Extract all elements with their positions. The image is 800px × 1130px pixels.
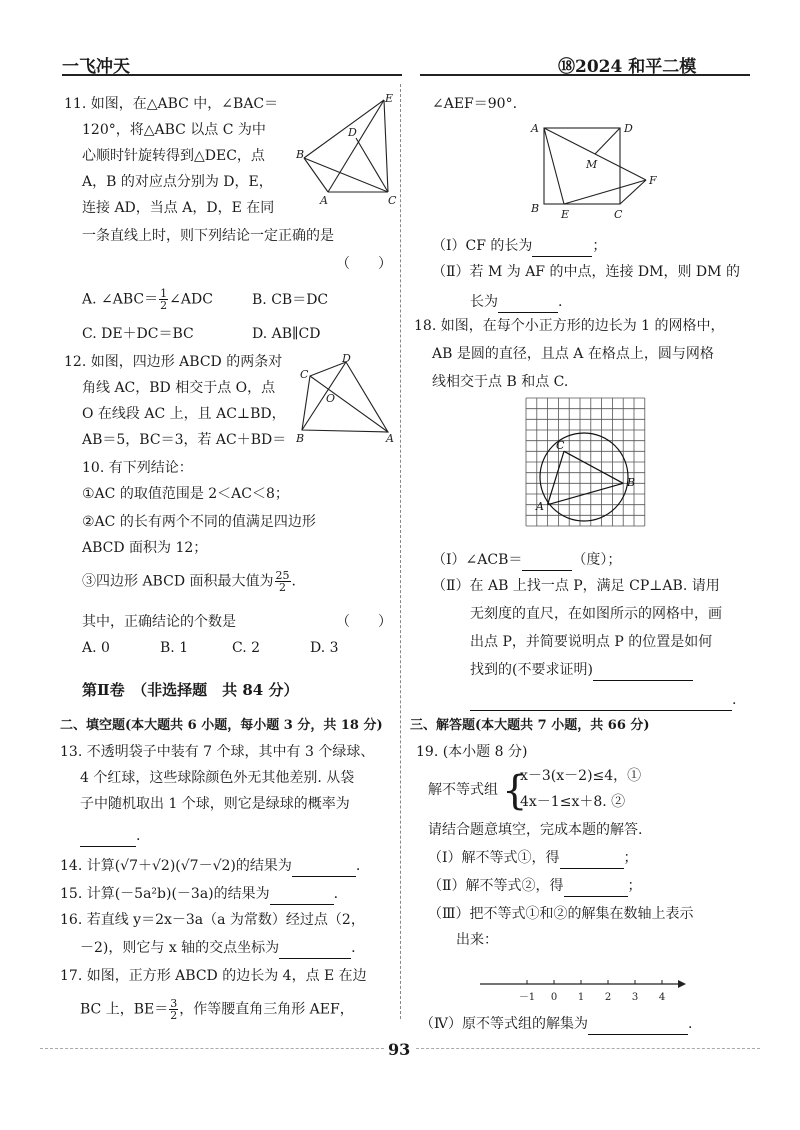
q18-end: . (732, 692, 737, 708)
q17-fraction (169, 998, 178, 1021)
q19-step-1-text: （Ⅰ）解不等式①，得 (428, 850, 560, 866)
q12-frac-den: 2 (279, 581, 286, 594)
q12-option-d: D. 3 (310, 640, 339, 656)
q18-sub-2-line-1: （Ⅱ）在 AB 上找一点 P，满足 CP⊥AB. 请用 (432, 578, 720, 594)
q19-step-3a: （Ⅲ）把不等式①和②的解集在数轴上表示 (428, 906, 694, 922)
q18-sub-1-blank[interactable] (522, 550, 572, 571)
q12-line-4: AB＝5，BC＝3，若 AC＋BD＝ (82, 432, 287, 448)
q11-line-4: A，B 的对应点分别为 D，E， (82, 174, 273, 190)
q17-label-a: A (531, 122, 539, 135)
q12-label-b: B (296, 432, 305, 444)
q12-diag-ac (310, 376, 388, 432)
q18-seg-cb (564, 451, 623, 483)
q12-frac-num: 25 (275, 569, 290, 582)
q17-line-1: 17. 如图，正方形 ABCD 的边长为 4，点 E 在边 (60, 968, 367, 984)
q19-intro: 解不等式组 (428, 782, 498, 798)
page-number: 93 (384, 1040, 414, 1059)
q12-line-3: O 在线段 AC 上，且 AC⊥BD， (82, 406, 286, 422)
q12-line-8: ABCD 面积为 12； (82, 540, 208, 556)
q18-sub-1-text: （Ⅰ）∠ACB＝ (432, 552, 523, 568)
q18-sub-2-blank[interactable] (593, 660, 693, 681)
q12-line-1: 12. 如图，四边形 ABCD 的两条对 (64, 354, 283, 370)
q15-end: . (333, 886, 339, 902)
q11-seg-dc (356, 138, 388, 192)
q11-frac-den: 2 (160, 299, 168, 312)
q19-brace: { (502, 768, 528, 814)
q12-option-c: C. 2 (232, 640, 261, 656)
q12-item-3-pre: ③四边形 ABCD 面积最大值为 (82, 573, 274, 590)
q14-blank[interactable] (292, 856, 356, 877)
q16-text: －2)，则它与 x 轴的交点坐标为 (80, 940, 280, 956)
q17-sub-2b-text: 长为 (470, 294, 498, 310)
q12-label-o: O (326, 392, 336, 405)
q18-sub-2-line-2: 无刻度的直尺，在如图所示的网格中，画 (470, 606, 722, 622)
q11-option-a-post: ∠ADC (169, 291, 213, 308)
q11-option-a-pre: A. ∠ABC＝ (82, 291, 159, 308)
q16-line-1: 16. 若直线 y＝2x－3a（a 为常数）经过点（2， (60, 912, 365, 928)
q11-answer-paren: （ ） (336, 256, 392, 272)
q17-label-b: B (531, 202, 540, 215)
header-brand: 一飞冲天 (62, 57, 130, 77)
q19-axis-arrow (678, 980, 686, 988)
q12-diag-bd (302, 362, 346, 430)
q18-sub-2-line-4-text: 找到的(不要求证明) (470, 662, 593, 678)
q18-label-a: A (536, 500, 544, 513)
q18-circle (540, 433, 628, 521)
q12-line-6: ①AC 的取值范围是 2＜AC＜8； (82, 486, 289, 502)
q11-option-a (82, 288, 213, 311)
q11-label-a: A (320, 194, 328, 207)
q12-line-7: ②AC 的长有两个不同的值满足四边形 (82, 514, 316, 530)
q11-option-a-fraction (159, 288, 168, 311)
q12-ask: 其中，正确结论的个数是 (82, 614, 236, 630)
q12-label-a: A (386, 432, 394, 444)
q11-line-3: 心顺时针旋转得到△DEC，点 (82, 148, 265, 164)
q12-label-d: D (342, 352, 351, 365)
q19-tick-label: 0 (550, 992, 558, 1003)
q17-line-2-pre: BC 上，BE＝ (80, 1001, 169, 1018)
q18-label-c: C (556, 439, 565, 452)
q12-answer-paren: （ ） (336, 614, 392, 630)
q15-blank[interactable] (270, 884, 334, 905)
q19-step-2-blank[interactable] (564, 876, 628, 897)
q18-sub-2-line-3: 出点 P，并简要说明点 P 的位置是如何 (470, 634, 713, 650)
q11-line-5: 连接 AD，当点 A，D，E 在同 (82, 200, 275, 216)
q17-line-2-post: ，作等腰直角三角形 AEF， (179, 1001, 354, 1018)
q18-sub-1-end: （度）； (572, 552, 622, 568)
q19-tick-label: －1 (518, 992, 536, 1003)
column-divider (400, 84, 401, 1019)
q19-step-2 (428, 876, 642, 897)
q17-sub-1-text: （Ⅰ）CF 的长为 (432, 238, 533, 254)
q17-sub-2b (470, 292, 562, 313)
header-rule-right (420, 74, 750, 76)
section3-title: 三、解答题(本大题共 7 小题，共 66 分) (410, 718, 650, 733)
q19-step-1-blank[interactable] (560, 848, 624, 869)
q14-text: 14. 计算(√7＋√2)(√7－√2)的结果为 (60, 858, 292, 874)
q17-sub-1-blank[interactable] (532, 236, 592, 257)
q19-number-line (472, 972, 688, 1006)
q17-seg-dm (595, 128, 620, 154)
header-rule-left (62, 74, 402, 76)
q11-option-c: C. DE＋DC＝BC (82, 326, 194, 342)
q19-prompt: 请结合题意填空，完成本题的解答. (428, 822, 643, 838)
q17-line-2 (80, 998, 354, 1021)
q18-line-3: 线相交于点 B 和点 C. (432, 374, 569, 390)
q19-step-2-text: （Ⅱ）解不等式②，得 (428, 878, 564, 894)
q18-sub-1 (432, 550, 621, 571)
q11-frac-num: 1 (160, 287, 168, 300)
q17-sub-2: （Ⅱ）若 M 为 AF 的中点，连接 DM，则 DM 的 (432, 264, 740, 280)
q19-inequality-2: 4x－1≤x＋8. ② (520, 794, 626, 810)
q11-label-e: E (385, 92, 394, 105)
q17-frac-den: 2 (170, 1009, 178, 1022)
q11-seg-ae (328, 100, 384, 192)
q19-step-3b: 出来： (456, 932, 498, 948)
q13-blank[interactable] (80, 826, 136, 847)
q11-figure (296, 92, 406, 210)
q17-line-3: ∠AEF＝90°. (432, 96, 518, 112)
q17-frac-num: 3 (170, 997, 178, 1010)
q15 (60, 884, 338, 905)
q11-label-c: C (388, 194, 397, 207)
q19-tick-label: 2 (604, 992, 612, 1003)
q12-figure (296, 352, 396, 444)
q12-item-3 (82, 570, 296, 593)
q18-seg-ca (548, 451, 564, 504)
q11-seg-be (304, 100, 384, 158)
q13-end: . (136, 828, 141, 844)
q11-option-b: B. CB＝DC (252, 292, 329, 308)
q18-blank-line-2 (470, 690, 736, 711)
q19-step-4-blank[interactable] (588, 1014, 688, 1035)
q17-end: . (558, 294, 563, 310)
q12-item-3-post: . (291, 573, 296, 590)
q19-step-2-semi: ； (627, 878, 642, 894)
q18-label-b: B (627, 476, 636, 489)
q16-end: . (351, 940, 356, 956)
q12-line-2: 角线 AC，BD 相交于点 O，点 (82, 380, 276, 396)
q16-line-2 (80, 938, 356, 959)
q11-label-b: B (296, 148, 305, 161)
q18-line-1: 18. 如图，在每个小正方形的边长为 1 的网格中， (414, 318, 725, 334)
q12-option-a: A. 0 (82, 640, 110, 656)
q17-seg-ae (544, 128, 564, 204)
q11-label-d: D (348, 126, 357, 139)
q12-option-b: B. 1 (160, 640, 189, 656)
q17-sub-2-blank[interactable] (498, 292, 558, 313)
q17-label-c: C (614, 208, 623, 221)
q12-item-3-fraction (275, 570, 291, 593)
q19-step-4-text: （Ⅳ）原不等式组的解集为 (420, 1016, 588, 1032)
q18-line-2: AB 是圆的直径，且点 A 在格点上，圆与网格 (432, 346, 714, 362)
q19-tick-label: 4 (658, 992, 666, 1003)
q13-line-1: 13. 不透明袋子中装有 7 个球，其中有 3 个绿球、 (60, 744, 375, 760)
q14-end: . (355, 858, 361, 874)
q18-grid-figure (522, 394, 658, 532)
q19-inequality-1: x－3(x－2)≤4，① (520, 768, 642, 784)
q11-option-d: D. AB∥CD (252, 326, 321, 342)
q11-line-6: 一条直线上时，则下列结论一定正确的是 (82, 228, 334, 244)
q13-line-3: 子中随机取出 1 个球，则它是绿球的概率为 (80, 796, 350, 812)
q11-seg-ec (384, 100, 388, 192)
q17-label-m: M (586, 158, 598, 171)
q19-title: 19. (本小题 8 分) (416, 744, 528, 760)
q16-blank[interactable] (279, 938, 351, 959)
q17-label-d: D (624, 122, 633, 135)
q12-quad-abcd (302, 362, 388, 432)
q17-sub-1: （Ⅰ）CF 的长为 ； (432, 236, 606, 257)
q17-label-f: F (649, 174, 657, 187)
q12-label-c: C (300, 368, 309, 381)
q19-tick-label: 3 (631, 992, 639, 1003)
part2-title: 第Ⅱ卷 （非选择题 共 84 分） (82, 681, 299, 699)
q13-line-2: 4 个红球，这些球除颜色外无其他差别. 从袋 (80, 770, 355, 786)
q12-line-5: 10. 有下列结论： (82, 460, 193, 476)
q14 (60, 856, 360, 877)
q19-step-4-end: . (688, 1016, 693, 1032)
q13-answer (80, 826, 140, 847)
q18-sub-2-line-4 (470, 660, 693, 681)
q17-label-e: E (561, 208, 570, 221)
q19-step-1-semi: ； (623, 850, 638, 866)
q19-step-1 (428, 848, 638, 869)
section2-title: 二、填空题(本大题共 6 小题，每小题 3 分，共 18 分) (60, 718, 383, 733)
q11-line-2: 120°，将△ABC 以点 C 为中 (82, 122, 266, 138)
q15-text: 15. 计算(－5a²b)(－3a)的结果为 (60, 886, 270, 902)
q19-step-4 (420, 1014, 692, 1035)
header-exam-title: ⑱2024 和平二模 (558, 57, 697, 77)
q11-line-1: 11. 如图，在△ABC 中，∠BAC＝ (64, 96, 279, 112)
q19-tick-label: 1 (577, 992, 585, 1003)
q18-sub-2-blank-2[interactable] (470, 690, 732, 711)
q17-figure (528, 120, 664, 224)
